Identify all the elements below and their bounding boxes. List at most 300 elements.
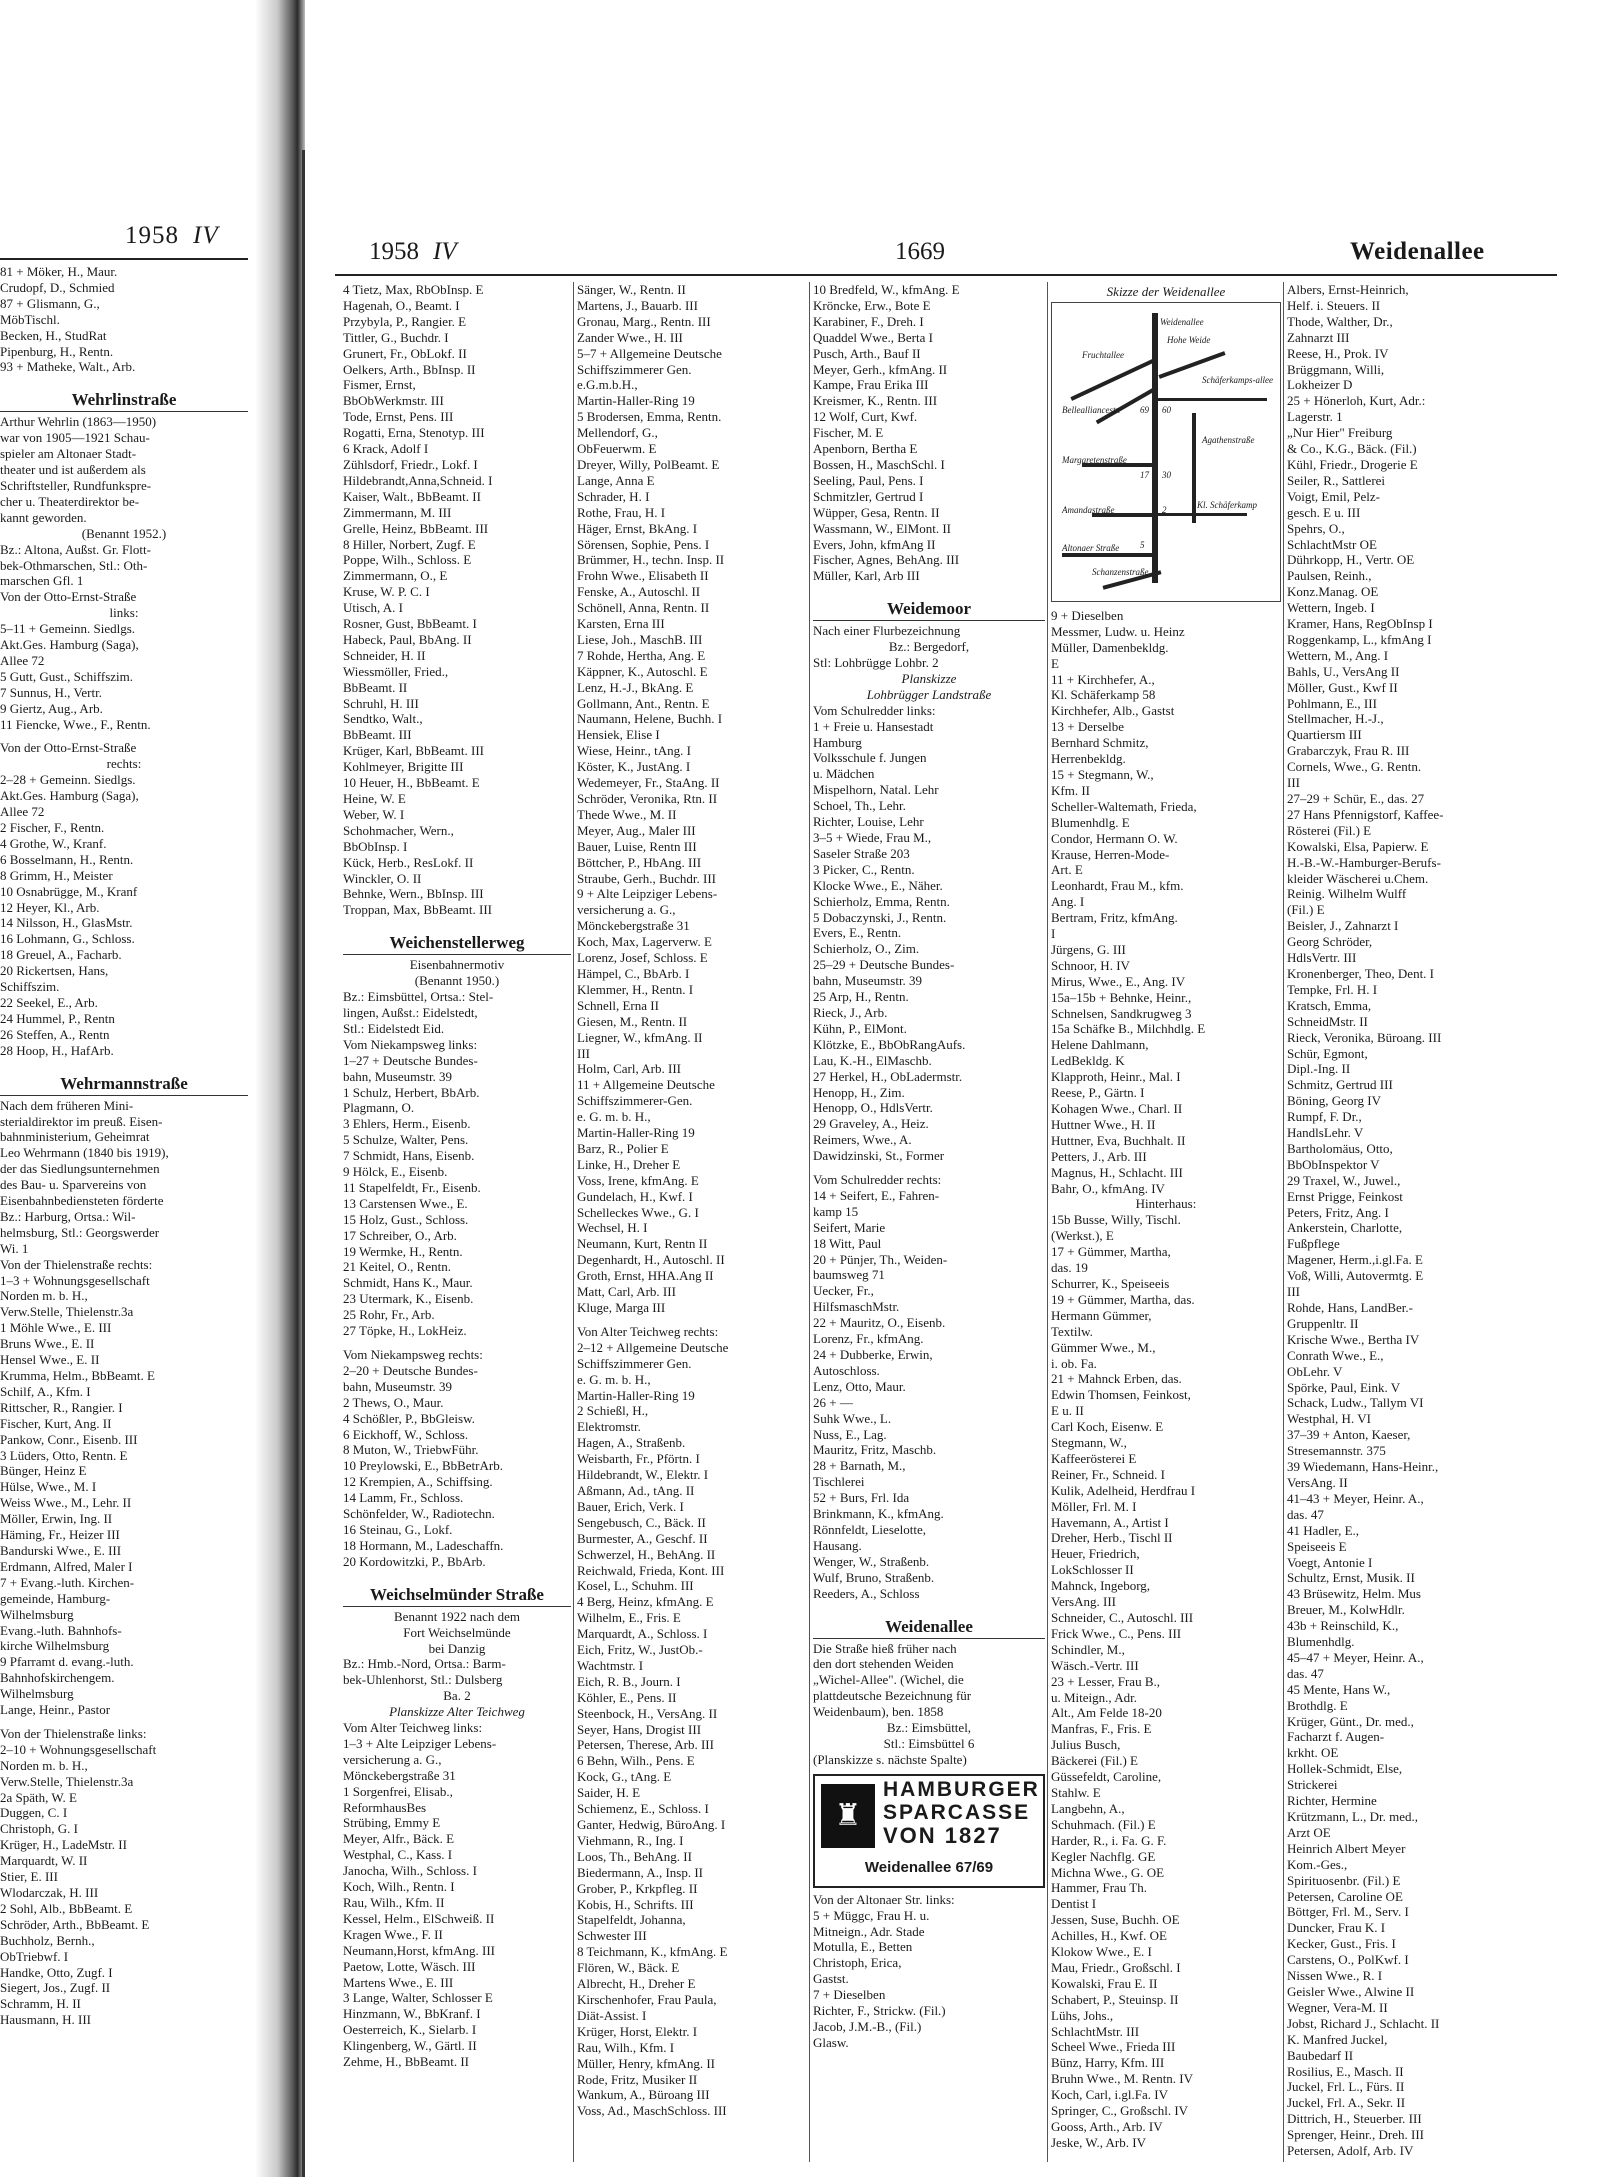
entry-line: Diät-Assist. I [577, 2007, 647, 2023]
entry-line: Mönckebergstraße 31 [343, 1767, 456, 1783]
ad-address: Weidenallee 67/69 [864, 1858, 994, 1876]
entry-line: 15a Schäfke B., Milchhdlg. E [1051, 1021, 1206, 1037]
entry-line: 8 Muton, W., TriebwFühr. [343, 1442, 479, 1458]
entry-line: Hildebrandt,Anna,Schneid. I [343, 472, 493, 488]
entry-line: Becken, H., StudRat [0, 327, 107, 343]
sketch-label: Kl. Schäferkamp [1197, 499, 1257, 510]
entry-line: Bertram, Fritz, kfmAng. [1051, 910, 1178, 926]
entry-line: 1 Sorgenfrei, Elisab., [343, 1783, 453, 1799]
entry-line: Messmer, Ludw. u. Heinz [1051, 623, 1185, 639]
entry-line: Langbehn, A., [1051, 1800, 1125, 1816]
entry-line: 11 Fiencke, Wwe., F., Rentn. [0, 716, 151, 732]
entry-line: Norden m. b. H., [0, 1288, 88, 1304]
entry-line: Lagerstr. 1 [1287, 409, 1343, 425]
entry-line: Jacob, J.M.-B., (Fil.) [813, 2019, 922, 2034]
entry-line: Georg Schröder, [1287, 934, 1373, 950]
entry-line: 5 Dobaczynski, J., Rentn. [813, 909, 947, 925]
entry-line: Rogatti, Erna, Stenotyp. III [343, 425, 485, 441]
entry-line: Holm, Carl, Arb. III [577, 1061, 681, 1077]
entry-line: Kirchhefer, Alb., Gastst [1051, 703, 1175, 719]
entry-line: 93 + Matheke, Walt., Arb. [0, 359, 136, 375]
entry-line: Reeders, A., Schloss [813, 1585, 920, 1601]
entry-line: Achilles, H., Kwf. OE [1051, 1928, 1167, 1944]
entry-line: Gruppenltr. II [1287, 1315, 1359, 1331]
entry-line: Schmitz, Gertrud III [1287, 1077, 1393, 1093]
ad-text-3: VON 1827 [883, 1822, 1002, 1848]
entry-line: Richter, Louise, Lehr [813, 814, 924, 830]
entry-line: Arthur Wehrlin (1863—1950) [0, 414, 157, 430]
ad-text-2: SPARCASSE [883, 1800, 1031, 1824]
entry-line: 28 Hoop, H., HafArb. [0, 1042, 114, 1058]
entry-line: Möller, Gust., Kwf II [1287, 679, 1398, 695]
note-line: rechts: [106, 756, 142, 772]
entry-line: Harder, R., i. Fa. G. F. [1051, 1832, 1167, 1848]
entry-line: 15 Holz, Gust., Schloss. [343, 1211, 469, 1227]
column-divider [573, 282, 574, 2162]
entry-line: HilfsmaschMstr. [813, 1299, 900, 1315]
entry-line: Grunert, Fr., ObLokf. II [343, 345, 467, 361]
entry-line: Nach dem früheren Mini- [0, 1097, 134, 1113]
entry-line: 2 Fischer, F., Rentn. [0, 820, 105, 835]
entry-line: Wäsch.-Vertr. III [1051, 1657, 1139, 1673]
entry-line: Klingenberg, W., Gärtl. II [343, 2038, 477, 2054]
entry-line: Rittscher, R., Rangier. I [0, 1399, 123, 1415]
entry-line: Von der Otto-Ernst-Straße [0, 740, 137, 756]
entry-line: Schröder, Veronika, Rtn. II [577, 791, 718, 806]
entry-line: BbObInsp. I [343, 838, 408, 854]
entry-line: Wilhelmsburg [0, 1686, 74, 1702]
entry-line: HandlsLehr. V [1287, 1125, 1364, 1141]
sketch-label: Agathenstraße [1202, 434, 1255, 445]
entry-line: (Planskizze s. nächste Spalte) [813, 1751, 967, 1767]
entry-line: 37–39 + Anton, Kaeser, [1287, 1427, 1411, 1443]
entry-line: Voss, Irene, kfmAng. E [577, 1172, 699, 1188]
entry-line: Martens Wwe., E. III [343, 1974, 454, 1990]
entry-line: 3 Lüders, Otto, Rentn. E [0, 1447, 128, 1463]
entry-line: bahnministerium, Geheimrat [0, 1129, 150, 1145]
entry-line: 21 Keitel, O., Rentn. [343, 1259, 451, 1275]
entry-line: Suhk Wwe., L. [813, 1410, 892, 1426]
spacer [343, 1570, 571, 1578]
entry-line: 2a Späth, W. E [0, 1789, 77, 1805]
column-divider [809, 282, 810, 2162]
sketch-label: Weidenallee [1160, 316, 1204, 327]
entry-line: Hausmann, H. III [0, 2012, 91, 2028]
note-line: Bz.: Bergedorf, [888, 639, 970, 655]
entry-line: Saseler Straße 203 [813, 845, 910, 861]
entry-line: Klötzke, E., BbObRangAufs. [813, 1036, 966, 1052]
entry-line: Schurrer, K., Speiseeis [1051, 1275, 1170, 1291]
entry-line: Verw.Stelle, Thielenstr.3a [0, 1304, 134, 1320]
entry-line: 5 Brodersen, Emma, Rentn. [577, 409, 722, 425]
entry-line: Dittrich, H., Steuerber. III [1287, 2111, 1422, 2127]
entry-line: 45 Mente, Hans W., [1287, 1681, 1391, 1697]
entry-line: „Wichel-Allee". (Wichel, die [813, 1672, 964, 1688]
entry-line: ObLehr. V [1287, 1363, 1343, 1379]
entry-line: Schruhl, H. III [343, 695, 419, 711]
entry-line: Magener, Herm.,i.gl.Fa. E [1287, 1252, 1423, 1268]
entry-line: Reichwald, Frieda, Kont. III [577, 1562, 725, 1578]
entry-line: Krumma, Helm., BbBeamt. E [0, 1368, 155, 1383]
spacer [813, 584, 1045, 592]
entry-line: Schnoor, H. IV [1051, 957, 1130, 973]
entry-line: 23 Utermark, K., Eisenb. [343, 1291, 474, 1307]
entry-line: Scheel Wwe., Frieda III [1051, 2039, 1176, 2055]
sketch-label: Amandastraße [1062, 504, 1115, 515]
entry-line: Vom Niekampsweg rechts: [343, 1347, 483, 1362]
entry-line: Seiler, R., Sattlerei [1287, 472, 1386, 488]
entry-line: Neumann,Horst, kfmAng. III [343, 1942, 495, 1958]
entry-line: Vom Alter Teichweg links: [343, 1720, 483, 1736]
entry-line: I [1051, 926, 1056, 942]
entry-line: i. ob. Fa. [1051, 1355, 1097, 1371]
entry-line: theater und ist außerdem als [0, 462, 146, 478]
entry-line: BbObInspektor V [1287, 1156, 1380, 1172]
entry-line: Springer, C., Großschl. IV [1051, 2103, 1189, 2119]
entry-line: ReformhausBes [343, 1799, 427, 1815]
entry-line: der das Siedlungsunternehmen [0, 1161, 160, 1177]
entry-line: Groth, Ernst, HHA.Ang II [577, 1268, 714, 1284]
left-page-column [0, 264, 248, 2028]
entry-line: Jobst, Richard J., Schlacht. II [1287, 2015, 1440, 2031]
entry-line: 43 Brüsewitz, Helm. Mus [1287, 1586, 1421, 1602]
entry-line: 20 Kordowitzki, P., BbArb. [343, 1553, 486, 1569]
entry-line: Kratsch, Emma, [1287, 997, 1372, 1013]
entry-line: Liese, Joh., MaschB. III [577, 631, 703, 647]
entry-line: 9 + Alte Leipziger Lebens- [577, 886, 718, 902]
entry-line: Kobis, H., Schrifts. III [577, 1896, 694, 1912]
entry-line: Frohn Wwe., Elisabeth II [577, 568, 709, 584]
entry-line: Autoschloss. [813, 1362, 880, 1378]
entry-line: Alt., Am Felde 18-20 [1051, 1705, 1162, 1721]
entry-line: Voigt, Emil, Pelz- [1287, 488, 1380, 504]
right-page [305, 0, 1600, 2177]
entry-line: Schnell, Erna II [577, 997, 659, 1013]
entry-line: Martens, J., Bauarb. III [577, 297, 698, 313]
entry-line: Stahlw. E [1051, 1784, 1101, 1800]
entry-line: Rieck, Veronika, Büroang. III [1287, 1029, 1442, 1045]
entry-line: 14 Nilsson, H., GlasMstr. [0, 915, 133, 931]
entry-line: das. 47 [1287, 1506, 1324, 1522]
entry-line: Arzt OE [1287, 1824, 1331, 1840]
entry-line: Zahnarzt III [1287, 329, 1350, 345]
entry-line: Przybyla, P., Rangier. E [343, 313, 467, 329]
entry-line: 6 Behn, Wilh., Pens. E [577, 1753, 695, 1769]
entry-line: Hensel Wwe., E. II [0, 1352, 100, 1368]
entry-line: Bahr, O., kfmAng. IV [1051, 1180, 1165, 1196]
entry-line: 24 + Dubberke, Erwin, [813, 1347, 933, 1362]
entry-line: kleider Wäscherei u.Chem. [1287, 870, 1429, 886]
entry-line: Juckel, Frl. L., Fürs. II [1287, 2079, 1405, 2095]
entry-line: Häming, Fr., Heizer III [0, 1527, 120, 1543]
entry-line: Schnelsen, Sandkrugweg 3 [1051, 1005, 1192, 1021]
entry-line: helmsburg, Stl.: Georgswerder [0, 1224, 160, 1240]
entry-line: Paetow, Lotte, Wäsch. III [343, 1958, 476, 1974]
entry-line: Textilw. [1051, 1323, 1093, 1339]
street-heading: Weidenallee [813, 1616, 1045, 1639]
entry-line: Grabarczyk, Frau R. III [1287, 743, 1410, 759]
entry-line: Westphal, H. VI [1287, 1411, 1371, 1427]
street-heading: Weichselmünder Straße [343, 1584, 571, 1607]
entry-line: kirche Wilhelmsburg [0, 1638, 110, 1654]
entry-line: Apenborn, Bertha E [813, 441, 918, 457]
entry-line: Pohlmann, E., III [1287, 695, 1377, 711]
entry-line: SchlachtMstr. III [1051, 2023, 1140, 2039]
entry-line: Stl: Lohbrügge Lohbr. 2 [813, 655, 939, 671]
entry-line: Schindler, M., [1051, 1641, 1125, 1657]
entry-line: Petersen, Caroline OE [1287, 1888, 1403, 1904]
entry-line: Stresemannstr. 375 [1287, 1443, 1386, 1459]
header-year-text: 1958 [369, 238, 419, 265]
entry-line: Petersen, Therese, Arb. III [577, 1737, 714, 1753]
entry-line: Brinkmann, K., kfmAng. [813, 1506, 944, 1522]
entry-line: Crudopf, D., Schmied [0, 279, 115, 295]
entry-line: 8 Grimm, H., Meister [0, 867, 113, 883]
spacer [0, 1059, 248, 1067]
entry-line: Leonhardt, Frau M., kfm. [1051, 878, 1184, 894]
page-header-year [369, 238, 457, 266]
entry-line: Fußpflege [1287, 1236, 1340, 1252]
entry-line: Kröncke, Erw., Bote E [813, 297, 931, 313]
note-line: Eisenbahnermotiv [409, 957, 505, 973]
directory-column-1 [343, 282, 571, 2070]
entry-line: Michna Wwe., G. OE [1051, 1864, 1165, 1880]
entry-line: 1 + Freie u. Hansestadt [813, 718, 934, 734]
entry-line: Kowalski, Elsa, Papierw. E [1287, 838, 1429, 854]
entry-line: Hamburg [813, 734, 862, 750]
entry-line: Huttner Wwe., H. II [1051, 1116, 1156, 1132]
entry-line: (Fil.) E [1287, 902, 1325, 918]
entry-line: Schwerzel, H., BehAng. II [577, 1546, 716, 1562]
entry-line: marschen Gfl. 1 [0, 573, 84, 589]
entry-line: E [1051, 655, 1059, 671]
sketch-label: 69 [1140, 404, 1149, 415]
entry-line: Schabert, P., Steuinsp. II [1051, 1991, 1179, 2007]
entry-line: Kosel, L., Schuhm. III [577, 1578, 694, 1594]
spacer [577, 1316, 807, 1324]
entry-line: Bahls, U., VersAng II [1287, 663, 1400, 679]
entry-line: Kühn, P., ElMont. [813, 1020, 907, 1036]
entry-line: 27 Töpke, H., LokHeiz. [343, 1323, 467, 1339]
entry-line: Meyer, Aug., Maler III [577, 822, 696, 838]
entry-line: Güssefeldt, Caroline, [1051, 1769, 1162, 1785]
entry-line: bahn, Museumstr. 39 [343, 1068, 453, 1084]
entry-line: das. 47 [1287, 1665, 1324, 1681]
note-line: (Benannt 1950.) [414, 973, 500, 989]
entry-line: 14 + Seifert, E., Fahren- [813, 1187, 940, 1203]
entry-line: Nach einer Flurbezeichnung [813, 623, 961, 639]
entry-line: Wüpper, Gesa, Rentn. II [813, 504, 940, 520]
entry-line: Koch, Carl, i.gl.Fa. IV [1051, 2087, 1168, 2103]
entry-line: Schuhmach. (Fil.) E [1051, 1816, 1156, 1832]
entry-line: Reese, P., Gärtn. I [1051, 1085, 1145, 1101]
entry-line: Liegner, W., kfmAng. II [577, 1029, 703, 1045]
entry-line: Barz, R., Polier E [577, 1140, 669, 1156]
entry-line: 4 Grothe, W., Kranf. [0, 835, 107, 851]
entry-line: Konz.Manag. OE [1287, 584, 1379, 600]
entry-line: Martin-Haller-Ring 19 [577, 1125, 695, 1141]
entry-line: 10 Osnabrügge, M., Kranf [0, 883, 138, 899]
entry-line: Kohagen Wwe., Charl. II [1051, 1101, 1183, 1116]
entry-line: Thode, Walther, Dr., [1287, 313, 1393, 329]
entry-line: 29 Traxel, W., Juwel., [1287, 1172, 1401, 1188]
entry-line: Bäckerei (Fil.) E [1051, 1753, 1138, 1769]
entry-line: Brüggmann, Willi, [1287, 361, 1385, 377]
header-rule [335, 274, 1557, 276]
entry-line: sterialdirektor im preuß. Eisen- [0, 1113, 163, 1129]
entry-line: Havemann, A., Artist I [1051, 1514, 1169, 1530]
entry-line: Behnke, Wern., BbInsp. III [343, 886, 484, 902]
entry-line: Gronau, Marg., Rentn. III [577, 313, 711, 329]
entry-line: Jeske, W., Arb. IV [1051, 2134, 1146, 2150]
entry-line: Käppner, K., Autoschl. E [577, 663, 708, 679]
entry-line: 5 Schulze, Walter, Pens. [343, 1132, 469, 1148]
entry-line: Baubedarf II [1287, 2047, 1354, 2063]
entry-line: 27 Hans Pfennigstorf, Kaffee- [1287, 806, 1444, 822]
entry-line: Martin-Haller-Ring 19 [577, 1387, 695, 1403]
sketch-label: Altonaer Straße [1062, 542, 1120, 553]
entry-line: Kück, Herb., ResLokf. II [343, 854, 474, 870]
street-heading: Weidemoor [813, 598, 1045, 621]
entry-line: VersAng. III [1051, 1594, 1116, 1610]
entry-line: Plagmann, O. [343, 1100, 415, 1116]
entry-line: Albrecht, H., Dreher E [577, 1976, 696, 1992]
entry-line: Rieck, J., Arb. [813, 1004, 888, 1020]
entry-line: Vom Schulredder rechts: [813, 1172, 942, 1188]
book-gutter [255, 0, 305, 2177]
note-line: links: [109, 605, 139, 621]
entry-line: Kock, G., tAng. E [577, 1769, 672, 1785]
entry-line: Verw.Stelle, Thielenstr.3a [0, 1773, 134, 1789]
entry-line: Steenbock, H., VersAng. II [577, 1705, 718, 1721]
entry-line: Pankow, Conr., Eisenb. III [0, 1431, 138, 1447]
entry-line: 25–29 + Deutsche Bundes- [813, 957, 955, 973]
entry-line: Wulf, Bruno, Straßenb. [813, 1569, 935, 1585]
street-heading: Wehrmannstraße [0, 1073, 248, 1096]
entry-line: 1 Schulz, Herbert, BbArb. [343, 1084, 480, 1100]
entry-line: Kowalski, Frau E. II [1051, 1975, 1158, 1991]
entry-line: Wi. 1 [0, 1240, 29, 1256]
entry-line: Matt, Carl, Arb. III [577, 1284, 676, 1300]
sketch-map [1051, 302, 1281, 602]
entry-line: Kampe, Frau Erika III [813, 377, 929, 393]
entry-line: 8 Teichmann, K., kfmAng. E [577, 1944, 728, 1960]
entry-line: Zühlsdorf, Friedr., Lokf. I [343, 456, 478, 472]
entry-line: 7 Rohde, Hertha, Ang. E [577, 647, 706, 663]
entry-line: bahn, Museumstr. 39 [813, 973, 923, 989]
entry-line: 18 Witt, Paul [813, 1235, 882, 1251]
entry-line: 21 + Mahnck Erben, das. [1051, 1371, 1182, 1387]
entry-line: Sendtko, Walt., [343, 711, 423, 727]
entry-line: Geisler Wwe., Alwine II [1287, 1983, 1415, 1999]
entry-line: Bernhard Schmitz, [1051, 735, 1149, 751]
entry-line: Ganter, Hedwig, BüroAng. I [577, 1817, 726, 1832]
entry-line: spieler am Altonaer Stadt- [0, 446, 137, 462]
entry-line: 4 Schößler, P., BbGleisw. [343, 1410, 475, 1426]
entry-line: Flören, W., Bäck. E [577, 1960, 680, 1976]
entry-line: Mönckebergstraße 31 [577, 918, 690, 934]
entry-line: (Werkst.), E [1051, 1228, 1114, 1244]
entry-line: 10 Preylowski, E., BbBetrArb. [343, 1458, 503, 1474]
entry-line: Lange, Heinr., Pastor [0, 1702, 111, 1718]
entry-line: Quaddel Wwe., Berta I [813, 329, 933, 345]
entry-line: BbBeamt. II [343, 679, 408, 695]
entry-line: Bz.: Altona, Außst. Gr. Flott- [0, 541, 151, 557]
entry-line: Magnus, H., Schlacht. III [1051, 1164, 1183, 1180]
entry-line: Uecker, Fr., [813, 1283, 874, 1299]
entry-line: krkht. OE [1287, 1745, 1339, 1761]
entry-line: Winckler, O. II [343, 870, 422, 886]
entry-line: 28 + Barnath, M., [813, 1458, 906, 1474]
entry-line: Brothdlg. E [1287, 1697, 1348, 1713]
entry-line: 43b + Reinschild, K., [1287, 1618, 1399, 1634]
entry-line: Strickerei [1287, 1777, 1338, 1793]
entry-line: Bz.: Eimsbüttel, Ortsa.: Stel- [343, 989, 494, 1005]
entry-line: Paulsen, Reinh., [1287, 568, 1372, 584]
entry-line: Zimmermann, O., E [343, 568, 448, 584]
entry-line: bek-Uhlenhorst, Stl.: Dulsberg [343, 1672, 503, 1688]
entry-line: Petters, J., Arb. III [1051, 1148, 1147, 1164]
entry-line: Lenz, Otto, Maur. [813, 1378, 906, 1394]
entry-line: Troppan, Max, BbBeamt. III [343, 902, 493, 918]
column-divider [1283, 282, 1284, 2162]
entry-line: versicherung a. G., [343, 1751, 442, 1767]
entry-line: Akt.Ges. Hamburg (Saga), [0, 788, 139, 804]
entry-line: Zander Wwe., H. III [577, 329, 683, 345]
spacer [343, 918, 571, 926]
entry-line: Rosner, Gust, BbBeamt. I [343, 616, 477, 632]
entry-line: Rode, Fritz, Musiker II [577, 2071, 698, 2087]
entry-line: 22 Seekel, E., Arb. [0, 994, 98, 1010]
entry-line: Zehme, H., BbBeamt. II [343, 2054, 469, 2070]
entry-line: Lau, K.-H., ElMaschb. [813, 1052, 932, 1068]
entry-line: III [1287, 775, 1300, 791]
entry-line: Wilhelmsburg [0, 1606, 74, 1622]
entry-line: E u. II [1051, 1403, 1084, 1419]
left-page-header [125, 222, 219, 250]
entry-line: Dreher, Herb., Tischl II [1051, 1530, 1173, 1546]
entry-line: Peters, Fritz, Ang. I [1287, 1204, 1389, 1220]
entry-line: Mirus, Wwe., E., Ang. IV [1051, 973, 1186, 989]
entry-line: Grelle, Heinz, BbBeamt. III [343, 520, 489, 536]
spacer [0, 732, 248, 740]
entry-line: & Co., K.G., Bäck. (Fil.) [1287, 441, 1417, 457]
entry-line: Böttger, Frl. M., Serv. I [1287, 1904, 1409, 1920]
entry-line: 6 Krack, Adolf I [343, 441, 429, 457]
entry-line: Duggen, C. I [0, 1805, 68, 1821]
sparcasse-advertisement [813, 1774, 1045, 1888]
entry-line: Henopp, H., Zim. [813, 1084, 905, 1100]
entry-line: Karsten, Erna III [577, 616, 665, 632]
entry-line: Wiessmöller, Fried., [343, 663, 449, 679]
entry-line: Saider, H. E [577, 1785, 641, 1801]
sketch-road [1157, 398, 1267, 401]
entry-line: Volksschule f. Jungen [813, 750, 927, 766]
entry-line: Westphal, C., Kass. I [343, 1847, 453, 1863]
entry-line: Häger, Ernst, BkAng. I [577, 520, 698, 536]
entry-line: Ankerstein, Charlotte, [1287, 1220, 1403, 1236]
entry-line: Glasw. [813, 2034, 849, 2050]
entry-line: Norden m. b. H., [0, 1757, 88, 1773]
entry-line: Wegner, Vera-M. II [1287, 1999, 1388, 2015]
note-line: Ba. 2 [443, 1688, 471, 1704]
header-volume-text: IV [433, 238, 457, 265]
entry-line: Duncker, Frau K. I [1287, 1920, 1386, 1936]
entry-line: Allee 72 [0, 804, 45, 820]
entry-line: Kaiser, Walt., BbBeamt. II [343, 488, 481, 504]
entry-line: war von 1905—1921 Schau- [0, 430, 150, 446]
entry-line: Krüger, Horst, Elektr. I [577, 2023, 698, 2039]
